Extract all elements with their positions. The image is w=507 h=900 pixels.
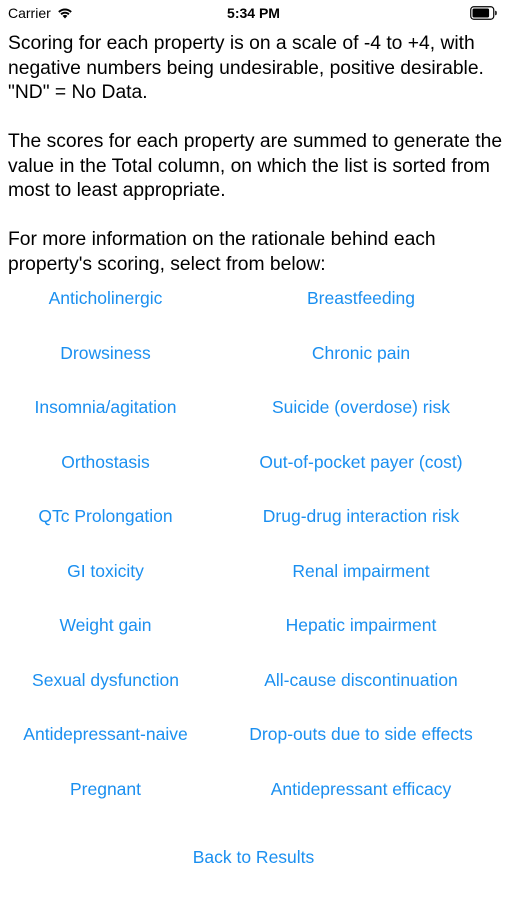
- property-link-antidepressant-efficacy[interactable]: Antidepressant efficacy: [270, 778, 452, 799]
- property-link-chronic-pain[interactable]: Chronic pain: [311, 342, 411, 363]
- link-row: [0, 722, 507, 777]
- link-row: [0, 777, 507, 832]
- total-description: The scores for each property are summed to generate the value in the Total column, on which the list is sorted from most to least appropriate.: [8, 131, 503, 201]
- link-row: [0, 450, 507, 505]
- property-link-pregnant[interactable]: Pregnant: [69, 778, 142, 799]
- rationale-prompt: For more information on the rationale behind each property's scoring, select from below:: [8, 229, 436, 275]
- property-link-all-cause-discontinuation[interactable]: All-cause discontinuation: [264, 669, 458, 690]
- link-row: [0, 559, 507, 614]
- property-link-qtc-prolongation[interactable]: QTc Prolongation: [38, 506, 173, 526]
- property-link-breastfeeding[interactable]: Breastfeeding: [307, 288, 415, 308]
- carrier-label: Carrier: [8, 5, 51, 21]
- scale-description: Scoring for each property is on a scale of -4 to +4, with negative numbers being undesirable, positive desirable. "ND" = No Data.: [8, 33, 484, 103]
- scoring-explanation: [8, 32, 503, 277]
- link-row: [0, 395, 507, 450]
- property-link-antidepressant-naive[interactable]: Antidepressant-naive: [23, 724, 188, 744]
- property-link-out-of-pocket-payer-cost[interactable]: Out-of-pocket payer (cost): [259, 451, 463, 472]
- link-row: [0, 286, 507, 341]
- property-link-drop-outs-due-to-side-effects[interactable]: Drop-outs due to side effects: [249, 724, 473, 744]
- link-row: [0, 613, 507, 668]
- property-link-insomnia-agitation[interactable]: Insomnia/agitation: [34, 397, 177, 417]
- property-link-hepatic-impairment[interactable]: Hepatic impairment: [285, 615, 437, 635]
- back-to-results-button[interactable]: Back to Results: [192, 847, 315, 867]
- battery-icon: [470, 6, 498, 20]
- property-link-drowsiness[interactable]: Drowsiness: [60, 342, 151, 363]
- property-links: [0, 286, 507, 831]
- property-link-anticholinergic[interactable]: Anticholinergic: [48, 288, 163, 308]
- property-link-orthostasis[interactable]: Orthostasis: [61, 451, 150, 472]
- property-link-suicide-overdose-risk[interactable]: Suicide (overdose) risk: [272, 397, 450, 417]
- link-row: [0, 341, 507, 396]
- link-row: [0, 668, 507, 723]
- status-bar: [0, 0, 507, 28]
- property-link-drug-drug-interaction-risk[interactable]: Drug-drug interaction risk: [262, 506, 460, 526]
- property-link-renal-impairment[interactable]: Renal impairment: [292, 560, 430, 581]
- property-link-gi-toxicity[interactable]: GI toxicity: [67, 560, 144, 581]
- clock: 5:34 PM: [227, 5, 280, 21]
- link-row: [0, 504, 507, 559]
- property-link-sexual-dysfunction[interactable]: Sexual dysfunction: [32, 669, 179, 690]
- property-link-weight-gain[interactable]: Weight gain: [59, 615, 152, 635]
